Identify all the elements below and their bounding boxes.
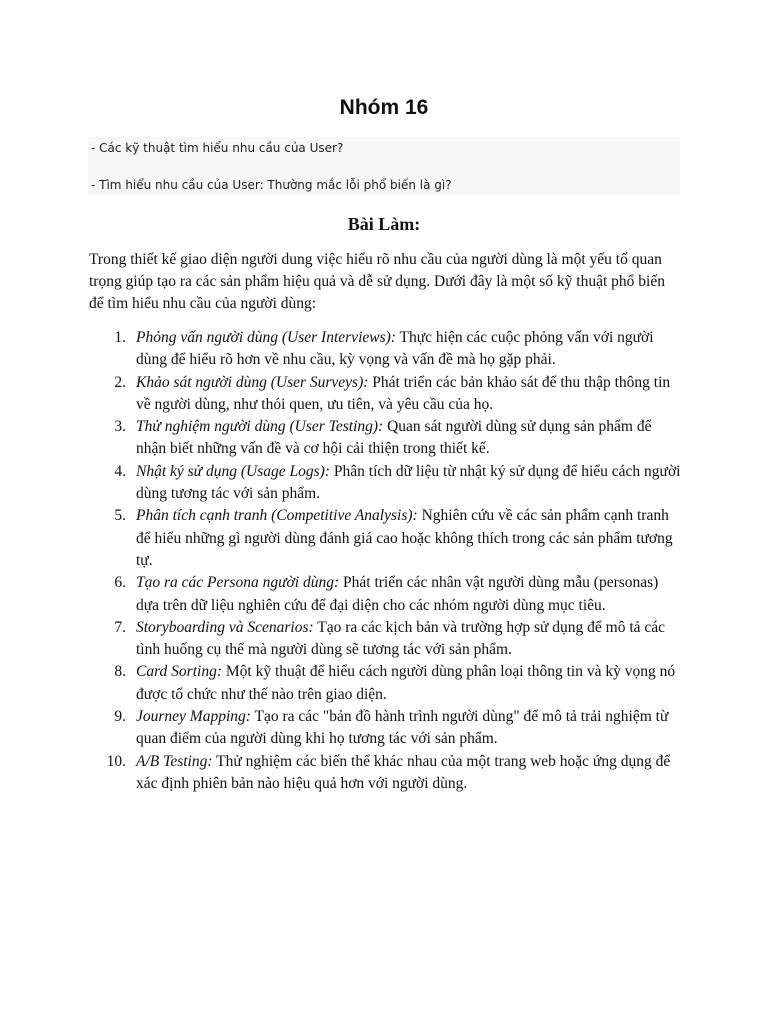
technique-description: Một kỹ thuật để hiểu cách người dùng phân loại thông tin và kỳ vọng nó được tổ chức như thế nào trên giao diện. <box>136 663 676 703</box>
technique-item-1 <box>89 327 681 372</box>
technique-item-4 <box>89 461 681 506</box>
question-1: - Các kỹ thuật tìm hiểu nhu cầu của User? <box>91 141 344 155</box>
technique-number: 6. <box>114 574 126 592</box>
technique-name: Nhật ký sử dụng (Usage Logs): <box>136 462 331 480</box>
section-heading: Bài Làm: <box>347 214 421 234</box>
technique-number: 7. <box>114 618 126 636</box>
technique-description: Phát triển các nhân vật người dùng mẫu (personas) dựa trên dữ liệu nghiên cứu để đại diện cho các nhóm người dùng mục tiêu. <box>136 574 659 614</box>
technique-item-10 <box>89 751 681 796</box>
technique-number: 10. <box>106 752 126 770</box>
technique-name: Phân tích cạnh tranh (Competitive Analysis): <box>136 507 418 525</box>
technique-item-9 <box>89 706 681 751</box>
technique-name: Journey Mapping: <box>136 708 251 726</box>
technique-name: Thử nghiệm người dùng (User Testing): <box>136 418 384 436</box>
intro-paragraph: Trong thiết kế giao diện người dung việc hiểu rõ nhu cầu của người dùng là một yếu tố quan trọng giúp tạo ra các sản phẩm hiệu quả và dễ sử dụng. Dưới đây là một số kỹ thuật phổ biến để tìm hiểu nhu cầu của người dùng: <box>89 251 665 313</box>
technique-name: A/B Testing: <box>136 752 213 770</box>
technique-list <box>89 327 681 795</box>
technique-description: Tạo ra các "bản đồ hành trình người dùng" để mô tả trải nghiệm từ quan điểm của người dùng khi họ tương tác với sản phẩm. <box>136 708 669 748</box>
page-title: Nhóm 16 <box>339 96 429 119</box>
question-2: - Tìm hiểu nhu cầu của User: Thường mắc lỗi phổ biến là gì? <box>91 178 452 192</box>
technique-description: Thử nghiệm các biến thể khác nhau của một trang web hoặc ứng dụng để xác định phiên bản nào hiệu quả hơn với người dùng. <box>136 752 671 792</box>
technique-item-6 <box>89 572 681 617</box>
technique-number: 9. <box>114 708 126 726</box>
technique-description: Nghiên cứu về các sản phẩm cạnh tranh để hiểu những gì người dùng đánh giá cao hoặc không thích trong các sản phẩm tương tự. <box>136 507 673 569</box>
technique-item-8 <box>89 661 681 706</box>
technique-name: Khảo sát người dùng (User Surveys): <box>136 373 369 391</box>
technique-description: Phân tích dữ liệu từ nhật ký sử dụng để hiểu cách người dùng tương tác với sản phẩm. <box>136 462 681 503</box>
technique-number: 2. <box>114 373 126 391</box>
technique-item-5 <box>89 505 681 572</box>
technique-description: Quan sát người dùng sử dụng sản phẩm để nhận biết những vấn đề và cơ hội cải thiện trong thiết kế. <box>136 418 652 458</box>
technique-name: Storyboarding và Scenarios: <box>136 618 314 636</box>
technique-description: Phát triển các bản khảo sát để thu thập thông tin về người dùng, như thói quen, ưu tiên, và yêu cầu của họ. <box>136 373 671 413</box>
technique-number: 1. <box>114 329 126 346</box>
technique-name: Card Sorting: <box>136 663 222 681</box>
technique-item-7 <box>89 617 681 662</box>
technique-item-3 <box>89 416 681 461</box>
technique-number: 5. <box>114 507 126 525</box>
technique-number: 8. <box>114 663 126 681</box>
technique-name: Phỏng vấn người dùng (User Interviews): <box>136 329 396 346</box>
technique-number: 3. <box>114 418 126 436</box>
technique-name: Tạo ra các Persona người dùng: <box>136 574 340 592</box>
technique-description: Tạo ra các kịch bản và trường hợp sử dụng để mô tả các tình huống cụ thể mà người dùng sẽ tương tác với sản phẩm. <box>136 618 666 659</box>
technique-number: 4. <box>114 462 126 480</box>
technique-item-2 <box>89 372 681 417</box>
technique-description: Thực hiện các cuộc phỏng vấn với người dùng để hiểu rõ hơn về nhu cầu, kỳ vọng và vấn đề mà họ gặp phải. <box>136 329 654 369</box>
